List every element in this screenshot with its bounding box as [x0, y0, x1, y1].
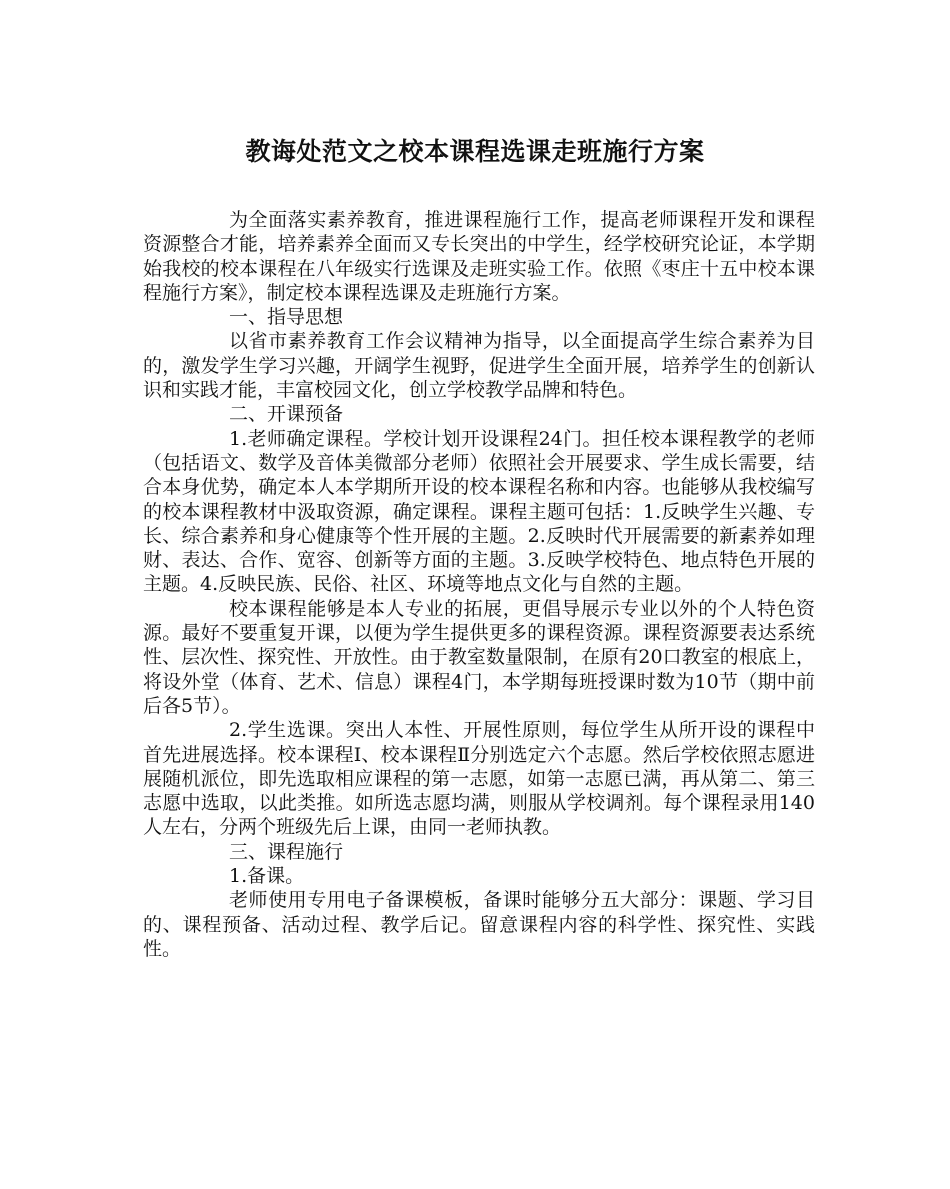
document-body — [143, 208, 815, 961]
teacher-course-paragraph: 1.老师确定课程。学校计划开设课程24门。担任校本课程教学的老师（包括语文、数学及音体美微部分老师）依照社会开展要求、学生成长需要，结合本身优势，确定本人本学期所开设的校本课程名称和内容。也能够从我校编写的校本课程教材中汲取资源，确定课程。课程主题可包括：1.反映学生兴趣、专长、综合素养和身心健康等个性开展的主题。2.反映时代开展需要的新素养如理财、表达、合作、宽容、创新等方面的主题。3.反映学校特色、地点特色开展的主题。4.反映民族、民俗、社区、环境等地点文化与自然的主题。 — [143, 427, 815, 596]
document-title: 教诲处范文之校本课程选课走班施行方案 — [245, 137, 705, 166]
section-heading-course-implementation: 三、课程施行 — [229, 840, 344, 863]
student-selection-paragraph: 2.学生选课。突出人本性、开展性原则，每位学生从所开设的课程中首先进展选择。校本课程Ⅰ、校本课程Ⅱ分别选定六个志愿。然后学校依照志愿进展随机派位，即先选取相应课程的第一志愿，如第一志愿已满，再从第二、第三志愿中选取，以此类推。如所选志愿均满，则服从学校调剂。每个课程录用140人左右，分两个班级先后上课，由同一老师执教。 — [143, 719, 815, 839]
lesson-prep-paragraph: 老师使用专用电子备课模板，备课时能够分五大部分：课题、学习目的、课程预备、活动过程、教学后记。留意课程内容的科学性、探究性、实践性。 — [143, 889, 815, 960]
section-heading-course-preparation: 二、开课预备 — [229, 403, 344, 426]
course-resource-paragraph: 校本课程能够是本人专业的拓展，更倡导展示专业以外的个人特色资源。最好不要重复开课，以便为学生提供更多的课程资源。课程资源要表达系统性、层次性、探究性、开放性。由于教室数量限制，在原有20口教室的根底上，将设外堂（体育、艺术、信息）课程4门，本学期每班授课时数为10节（期中前后各5节）。 — [143, 597, 815, 717]
section-heading-guiding-ideology: 一、指导思想 — [229, 306, 344, 329]
guiding-ideology-paragraph: 以省市素养教育工作会议精神为指导，以全面提高学生综合素养为目的，激发学生学习兴趣，开阔学生视野，促进学生全面开展，培养学生的创新认识和实践才能，丰富校园文化，创立学校教学品牌和特色。 — [143, 330, 815, 402]
lesson-prep-heading: 1.备课。 — [229, 865, 305, 888]
intro-paragraph: 为全面落实素养教育，推进课程施行工作，提高老师课程开发和课程资源整合才能，培养素养全面而又专长突出的中学生，经学校研究论证，本学期始我校的校本课程在八年级实行选课及走班实验工作。依照《枣庄十五中校本课程施行方案》，制定校本课程选课及走班施行方案。 — [143, 209, 815, 304]
